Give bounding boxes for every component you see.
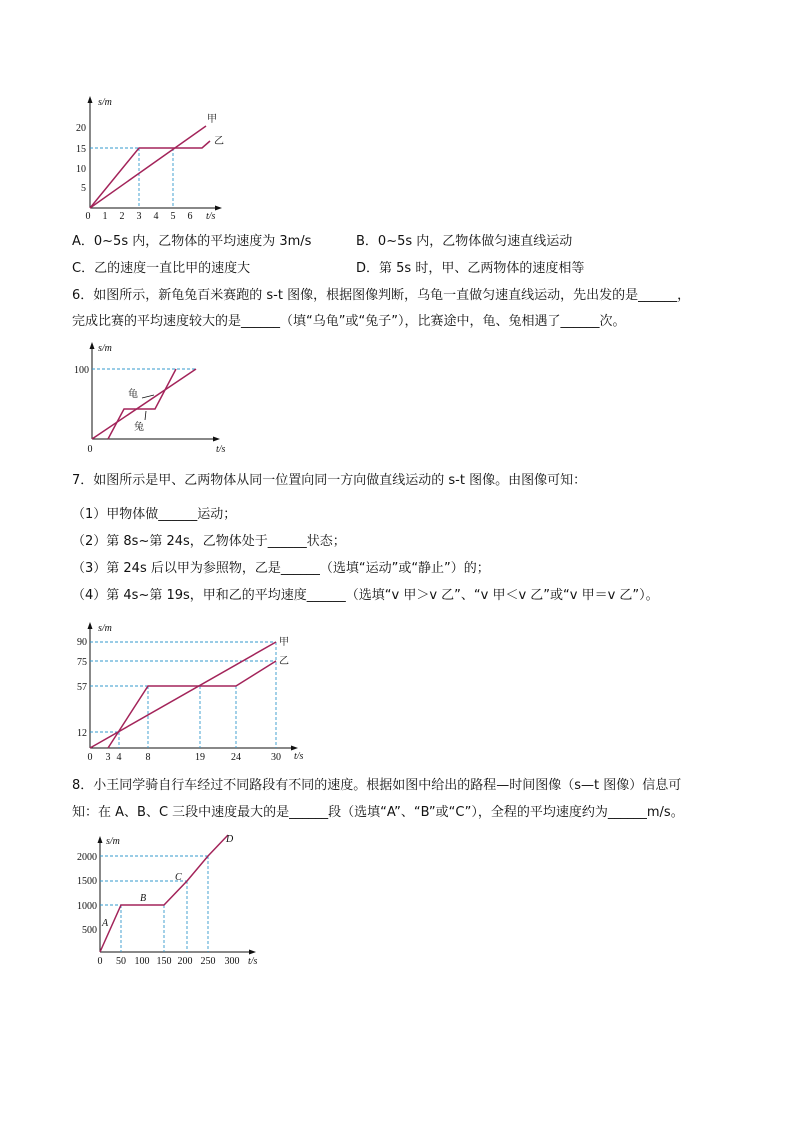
x-tick: 24: [231, 752, 241, 763]
x-tick: 0: [97, 956, 103, 967]
q8-text-line1: 8．小王同学骑自行车经过不同路段有不同的速度。根据如图中给出的路程—时间图像（s—t 图像）信息可: [72, 778, 682, 793]
label-pointer: [142, 395, 154, 398]
y-axis-label: s/m: [98, 343, 112, 354]
q5-option-b: B．0~5s 内，乙物体做匀速直线运动: [356, 234, 573, 249]
x-tick: 3: [136, 211, 142, 222]
x-tick: 4: [116, 752, 122, 763]
guide-lines: [100, 856, 208, 952]
x-tick: 0: [87, 444, 93, 455]
x-tick: 5: [170, 211, 176, 222]
q6-text-line1: 6．如图所示，新龟兔百米赛跑的 s-t 图像，根据图像判断，乌龟一直做匀速直线运动，先出发的是______，: [72, 288, 691, 303]
q8-chart: [60, 830, 270, 970]
y-tick: 2000: [77, 852, 97, 863]
q5-chart: [60, 92, 230, 222]
q7-text-line1: 7．如图所示是甲、乙两物体从同一位置向同一方向做直线运动的 s-t 图像。由图像可知：: [72, 473, 587, 488]
q5-option-d: D．第 5s 时，甲、乙两物体的速度相等: [356, 261, 585, 276]
y-axis-label: s/m: [106, 836, 120, 847]
series-line-tortoise: [92, 369, 196, 439]
x-axis-label: t/s: [216, 444, 226, 455]
y-tick: 20: [76, 123, 86, 134]
y-ticks: [76, 123, 86, 194]
x-axis-label: t/s: [206, 211, 216, 222]
x-arrow: [291, 746, 298, 751]
y-tick: 100: [74, 365, 89, 376]
y-axis-label: s/m: [98, 97, 112, 108]
x-tick: 0: [87, 752, 93, 763]
x-tick: 2: [119, 211, 125, 222]
x-ticks: [86, 211, 193, 222]
y-arrow: [90, 342, 95, 349]
x-axis-label: t/s: [248, 956, 258, 967]
q7-chart: [60, 618, 310, 766]
x-axis-label: t/s: [294, 751, 304, 762]
x-arrow: [215, 206, 222, 211]
y-arrow: [88, 96, 93, 103]
x-ticks: [98, 956, 240, 967]
x-tick: 300: [224, 956, 240, 967]
x-tick: 4: [153, 211, 159, 222]
series-label-tortoise: 龟: [128, 389, 138, 400]
x-tick: 8: [145, 752, 151, 763]
q7-sub-2: （2）第 8s~第 24s，乙物体处于______状态；: [72, 534, 346, 549]
series-line-jia: [90, 126, 206, 208]
x-tick: 19: [195, 752, 205, 763]
q6-text-line2: 完成比赛的平均速度较大的是______（填“乌龟”或“兔子”），比赛途中，龟、兔相遇了______次。: [72, 314, 626, 329]
x-tick: 1: [102, 211, 108, 222]
series-label-rabbit: 兔: [134, 422, 144, 433]
y-arrow: [88, 622, 93, 629]
y-tick: 57: [77, 682, 87, 693]
x-tick: 100: [134, 956, 150, 967]
x-arrow: [249, 950, 256, 955]
series-line: [100, 835, 228, 952]
series-label-yi: 乙: [279, 656, 289, 667]
label-pointer: [145, 411, 146, 420]
series-label-yi: 乙: [214, 136, 224, 147]
series-label-jia: 甲: [207, 114, 217, 125]
y-ticks: [77, 637, 87, 739]
segment-label-b: B: [140, 893, 147, 904]
y-tick: 500: [82, 925, 97, 936]
series-line-yi: [108, 661, 276, 748]
q5-option-c: C．乙的速度一直比甲的速度大: [72, 261, 251, 276]
q8-text-line2: 知：在 A、B、C 三段中速度最大的是______段（选填“A”、“B”或“C”），全程的平均速度约为______m/s。: [72, 805, 684, 820]
x-arrow: [213, 437, 220, 442]
y-ticks: [77, 852, 97, 936]
x-tick: 150: [156, 956, 172, 967]
y-tick: 75: [77, 657, 87, 668]
q7-sub-3: （3）第 24s 后以甲为参照物，乙是______（选填“运动”或“静止”）的；: [72, 561, 490, 576]
y-tick: 1000: [77, 901, 97, 912]
y-tick: 1500: [77, 876, 97, 887]
y-arrow: [98, 836, 103, 843]
q6-chart: [68, 338, 268, 460]
y-tick: 12: [77, 728, 87, 739]
y-axis-label: s/m: [98, 623, 112, 634]
x-tick: 6: [187, 211, 193, 222]
x-tick: 3: [105, 752, 111, 763]
x-tick: 250: [200, 956, 216, 967]
y-tick: 5: [81, 183, 86, 194]
series-line-yi: [90, 141, 210, 208]
y-tick: 90: [77, 637, 87, 648]
q5-option-a: A．0~5s 内，乙物体的平均速度为 3m/s: [72, 234, 312, 249]
x-tick: 200: [177, 956, 193, 967]
y-tick: 15: [76, 144, 86, 155]
x-tick: 30: [271, 752, 281, 763]
segment-label-a: A: [102, 918, 109, 929]
x-tick: 50: [116, 956, 126, 967]
x-tick: 0: [85, 211, 91, 222]
series-label-jia: 甲: [279, 637, 289, 648]
q7-sub-4: （4）第 4s~第 19s，甲和乙的平均速度______（选填“v 甲＞v 乙”、“v 甲＜v 乙”或“v 甲＝v 乙”）。: [72, 588, 659, 603]
y-tick: 10: [76, 164, 86, 175]
point-label-d: D: [226, 834, 234, 845]
q7-sub-1: （1）甲物体做______运动；: [72, 507, 237, 522]
segment-label-c: C: [175, 872, 182, 883]
x-ticks: [88, 752, 282, 763]
